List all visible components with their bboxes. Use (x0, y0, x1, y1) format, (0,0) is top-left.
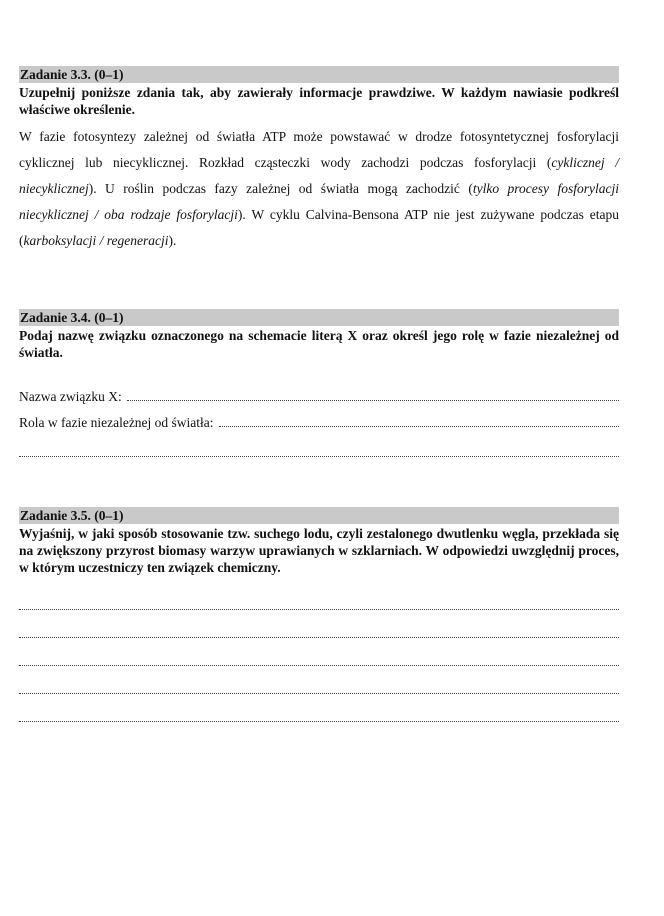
task-3-3 (19, 66, 619, 254)
role-label: Rola w fazie niezależnej od światła: (19, 415, 217, 430)
task-3-3-text-part-4: ). (168, 233, 177, 248)
task-3-5-header: Zadanie 3.5. (0–1) (19, 507, 619, 524)
task-3-3-text (19, 124, 619, 254)
task-3-4-header: Zadanie 3.4. (0–1) (19, 309, 619, 326)
answer-line[interactable] (19, 666, 619, 694)
answer-role[interactable] (19, 405, 619, 431)
option-group-2[interactable]: tylko procesy fosforylacji niecyklicznej / oba rodzaje fosforylacji (19, 181, 620, 222)
option-group-3[interactable]: karboksylacji / regeneracji (23, 233, 169, 248)
compound-name-field[interactable] (127, 399, 619, 401)
task-3-3-header: Zadanie 3.3. (0–1) (19, 66, 619, 83)
compound-name-label: Nazwa związku X: (19, 389, 126, 404)
task-3-4-instruction: Podaj nazwę związku oznaczonego na schemacie literą X oraz określ jego rolę w fazie niezależnej od światła. (19, 328, 619, 360)
task-3-3-text-part-1: W fazie fotosyntezy zależnej od światła ATP może powstawać w drodze fotosyntetycznej fosforylacji cyklicznej lub niecyklicznej. Rozkład cząsteczki wody zachodzi podczas fosforylacji ( (19, 129, 619, 170)
task-3-5 (19, 507, 619, 722)
answer-line[interactable] (19, 638, 619, 666)
role-field-continuation[interactable] (19, 431, 619, 457)
task-3-3-text-part-3: ). W cyklu Calvina-Bensona ATP nie jest zużywane podczas etapu ( (19, 207, 620, 248)
task-3-3-instruction: Uzupełnij poniższe zdania tak, aby zawierały informacje prawdziwe. W każdym nawiasie podkreśl właściwe określenie. (19, 85, 619, 117)
answer-line[interactable] (19, 694, 619, 722)
answer-compound-name[interactable] (19, 379, 619, 405)
task-3-5-instruction: Wyjaśnij, w jaki sposób stosowanie tzw. suchego lodu, czyli zestalonego dwutlenku węgla, przekłada się na zwiększony przyrost biomasy warzyw uprawianych w szklarniach. W odpowiedzi uwzględnij proces, w którym uczestniczy ten związek chemiczny. (19, 526, 619, 575)
option-group-1[interactable]: cyklicznej / niecyklicznej (19, 155, 619, 196)
role-field[interactable] (219, 425, 619, 427)
answer-line[interactable] (19, 610, 619, 638)
task-3-3-text-part-2: ). U roślin podczas fazy zależnej od światła mogą zachodzić ( (88, 181, 473, 196)
task-3-4 (19, 309, 619, 457)
answer-line[interactable] (19, 582, 619, 610)
